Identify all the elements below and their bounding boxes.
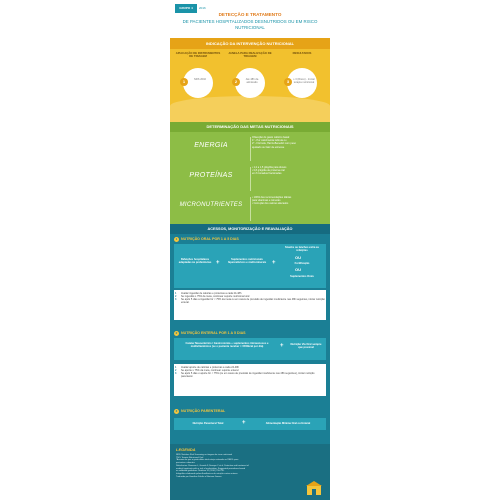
option-total-parenteral: Nutrição Parenteral Total <box>192 422 224 425</box>
indication-column-3 <box>278 52 326 98</box>
page-title: DETECÇÃO E TRATAMENTO <box>218 12 282 17</box>
divider <box>250 137 251 161</box>
goal-row-micronutrients <box>170 194 330 224</box>
legend-line: on validated guidelines. Nutrition 32 (2016) 790-798. <box>176 470 225 473</box>
oral-options-box <box>174 244 326 288</box>
list-item <box>174 372 326 378</box>
wave-decoration <box>170 96 330 122</box>
phase-title <box>174 408 326 414</box>
phase-oral <box>174 236 326 322</box>
phase-parenteral <box>174 408 326 440</box>
phase-number: 3 <box>175 408 178 413</box>
page-subtitle: DE PACIENTES HOSPITALIZADOS DESNUTRIDOS OU EM RISCO NUTRICIONAL <box>182 19 318 30</box>
header <box>170 0 330 38</box>
list-item <box>174 298 326 304</box>
option-minimal-feeding: Alimentação Mínima Oral ou Enteral <box>265 422 311 425</box>
item-number: 2 <box>175 295 177 299</box>
group-badge: GRUPO 4 <box>175 4 197 13</box>
indication-column-1 <box>174 52 222 98</box>
legend-section <box>170 444 330 500</box>
goal-line: • 100% das recomendações diárias <box>252 196 292 199</box>
enteral-steps-list <box>174 364 326 396</box>
phase-enteral <box>174 330 326 400</box>
goal-name: ENERGIA <box>194 142 228 149</box>
option-snacks: Snacks ou lanches extra as refeições <box>285 246 319 253</box>
option-supplements: Suplementos nutricionais hipercalóricos e multi-minerais <box>227 258 267 265</box>
plus-icon: + <box>280 343 284 349</box>
legend-line: pacientes e doentes. <box>176 462 196 465</box>
circle-text: NRS 2002 <box>194 78 206 81</box>
step-number: 3 <box>284 78 292 86</box>
step-number: 1 <box>180 78 188 86</box>
goal-row-proteins <box>170 164 330 194</box>
goal-line: • Correção dos valores alterados <box>252 202 289 206</box>
column-label: JANELA PARA REALIZAÇÃO DE TRIAGEM <box>228 51 272 59</box>
divider <box>250 167 251 191</box>
or-label: OU <box>295 267 301 272</box>
logo-icon <box>305 480 323 496</box>
access-section <box>170 224 330 444</box>
circle-text: ≥ 3 (Risco) - Iniciar terapia nutricional <box>293 78 315 84</box>
phase-title-text: NUTRIÇÃO PARENTERAL <box>181 409 226 413</box>
goal-line: para vitaminas e minerais <box>252 199 281 203</box>
badge-year: 2016 <box>199 6 206 10</box>
item-number: 3 <box>175 298 177 302</box>
goal-line: Obtenção do gasto calórico basal: <box>252 136 290 139</box>
plus-icon: + <box>216 260 220 266</box>
phase-number: 1 <box>175 236 178 241</box>
goals-heading: DETERMINAÇÃO DAS METAS NUTRICIONAIS <box>170 122 330 132</box>
circle-badge <box>235 68 265 98</box>
item-number: 1 <box>175 292 177 295</box>
plus-icon: + <box>272 260 276 266</box>
circle-text: Até 48h da admissão <box>245 78 259 84</box>
option-hospital-meals: Refeições hospitalares adaptadas às preferências <box>178 258 212 265</box>
plus-icon: + <box>242 420 246 426</box>
phase-number: 2 <box>175 330 178 335</box>
goal-line: • 0,8 g/kg/dia de proteína oral <box>252 169 285 173</box>
enteral-options-box <box>174 338 326 360</box>
option-oral-route: Nutrição Via Oral sempre que possível <box>290 343 322 350</box>
legend-line: *Assume-se que o gasto diário total esteja estimado ao REE% para <box>176 459 239 462</box>
goal-lines <box>252 166 326 176</box>
legend-line: Infográfico elaborado pelos Acadêmicos de nutrição cartaz autores. <box>176 472 239 475</box>
goal-line: 1º - Por calorimetria indireta ou <box>252 139 287 143</box>
step-number: 2 <box>232 78 240 86</box>
indication-section <box>170 38 330 122</box>
option-catheter: Cateter Nasoentérico / Gastrostomia + suplementos intravenosos e multivitamínicos (se o paciente receber < 1500kcal por dia) <box>185 342 269 349</box>
item-text: Avaliar aporte de calorias e proteínas a cada 24-48h <box>181 366 240 369</box>
goal-lines <box>252 136 326 149</box>
phase-title <box>174 236 326 242</box>
goal-line: ajustado ou fator de estresse <box>252 145 285 149</box>
legend-line: NRS: Nutrition Risk Screening ou triagem de risco nutricional <box>176 454 233 456</box>
or-label: OU <box>295 255 301 260</box>
goal-line: em 6 tomadas fracionadas <box>252 172 282 176</box>
option-fortification: Fortificação <box>294 262 310 265</box>
goal-line: • 1,2 a 1,5 g/kg/dia para idosos <box>252 166 287 169</box>
goal-name: PROTEÍNAS <box>189 172 233 179</box>
legend-line: Traduzido por Hamilton Falcão e Mariana Gomes. <box>176 475 223 478</box>
item-text: Se após 5 dias a ingestão for < 75% da meta ou em casos de previsão de ingestão insuficiente nas 48h seguintes, iniciar nutrição enteral. <box>181 298 325 305</box>
item-text: Avaliar ingestão de calorias e proteínas a cada 24-48h <box>181 292 242 295</box>
oral-steps-list <box>174 290 326 320</box>
column-label: APLICAÇÃO DE INSTRUMENTOS DE TRIAGEM <box>175 51 221 59</box>
item-text: Se após 5 dias o aporte for < 75% (ou em casos de previsão de ingestão insuficiente nas 48h seguintes), iniciar nutrição parenteral. <box>181 372 315 379</box>
phase-title <box>174 330 326 336</box>
divider <box>250 197 251 221</box>
infographic <box>170 0 330 500</box>
legend-line: Referências: Ronsano L, Grando F, Sawaya C et al. Detection and treatment of <box>176 464 249 467</box>
item-number: 2 <box>175 369 177 373</box>
goal-lines <box>252 196 326 206</box>
legend-line: TNO: Terapia Nutricional Oral <box>176 456 204 459</box>
legend-line: medical inpatients with or risk of malnutrition. Suggested procedures based <box>176 467 246 470</box>
goal-row-energy <box>170 134 330 164</box>
goal-name: MICRONUTRIENTES <box>179 202 243 208</box>
goals-section <box>170 122 330 224</box>
item-text: Se aporte ≥ 75% da meta, continuar suporte enteral <box>181 369 239 373</box>
column-label: RESULTADOS <box>292 51 312 55</box>
legend-lines <box>176 454 296 478</box>
option-oral-supplements: Suplementos Orais <box>290 275 314 278</box>
indication-column-2 <box>226 52 274 98</box>
access-heading: ACESSOS, MONITORIZAÇÃO E REAVALIAÇÃO <box>170 224 330 234</box>
parenteral-options-box <box>174 418 326 430</box>
phase-title-text: NUTRIÇÃO ORAL POR 1 A 5 DIAS <box>181 237 239 241</box>
circle-badge <box>183 68 213 98</box>
item-number: 1 <box>175 366 177 369</box>
item-number: 3 <box>175 372 177 376</box>
legend-title: LEGENDA <box>176 447 196 452</box>
goal-line: 2º - Fórmula, Harris-Benedict com peso <box>252 142 296 146</box>
circle-badge <box>287 68 317 98</box>
indication-heading: INDICAÇÃO DA INTERVENÇÃO NUTRICIONAL <box>170 38 330 49</box>
phase-title-text: NUTRIÇÃO ENTERAL POR 1 A 5 DIAS <box>181 331 246 335</box>
item-text: Se ingestão ≥ 75% da meta, continuar suporte nutricional oral <box>181 295 250 299</box>
